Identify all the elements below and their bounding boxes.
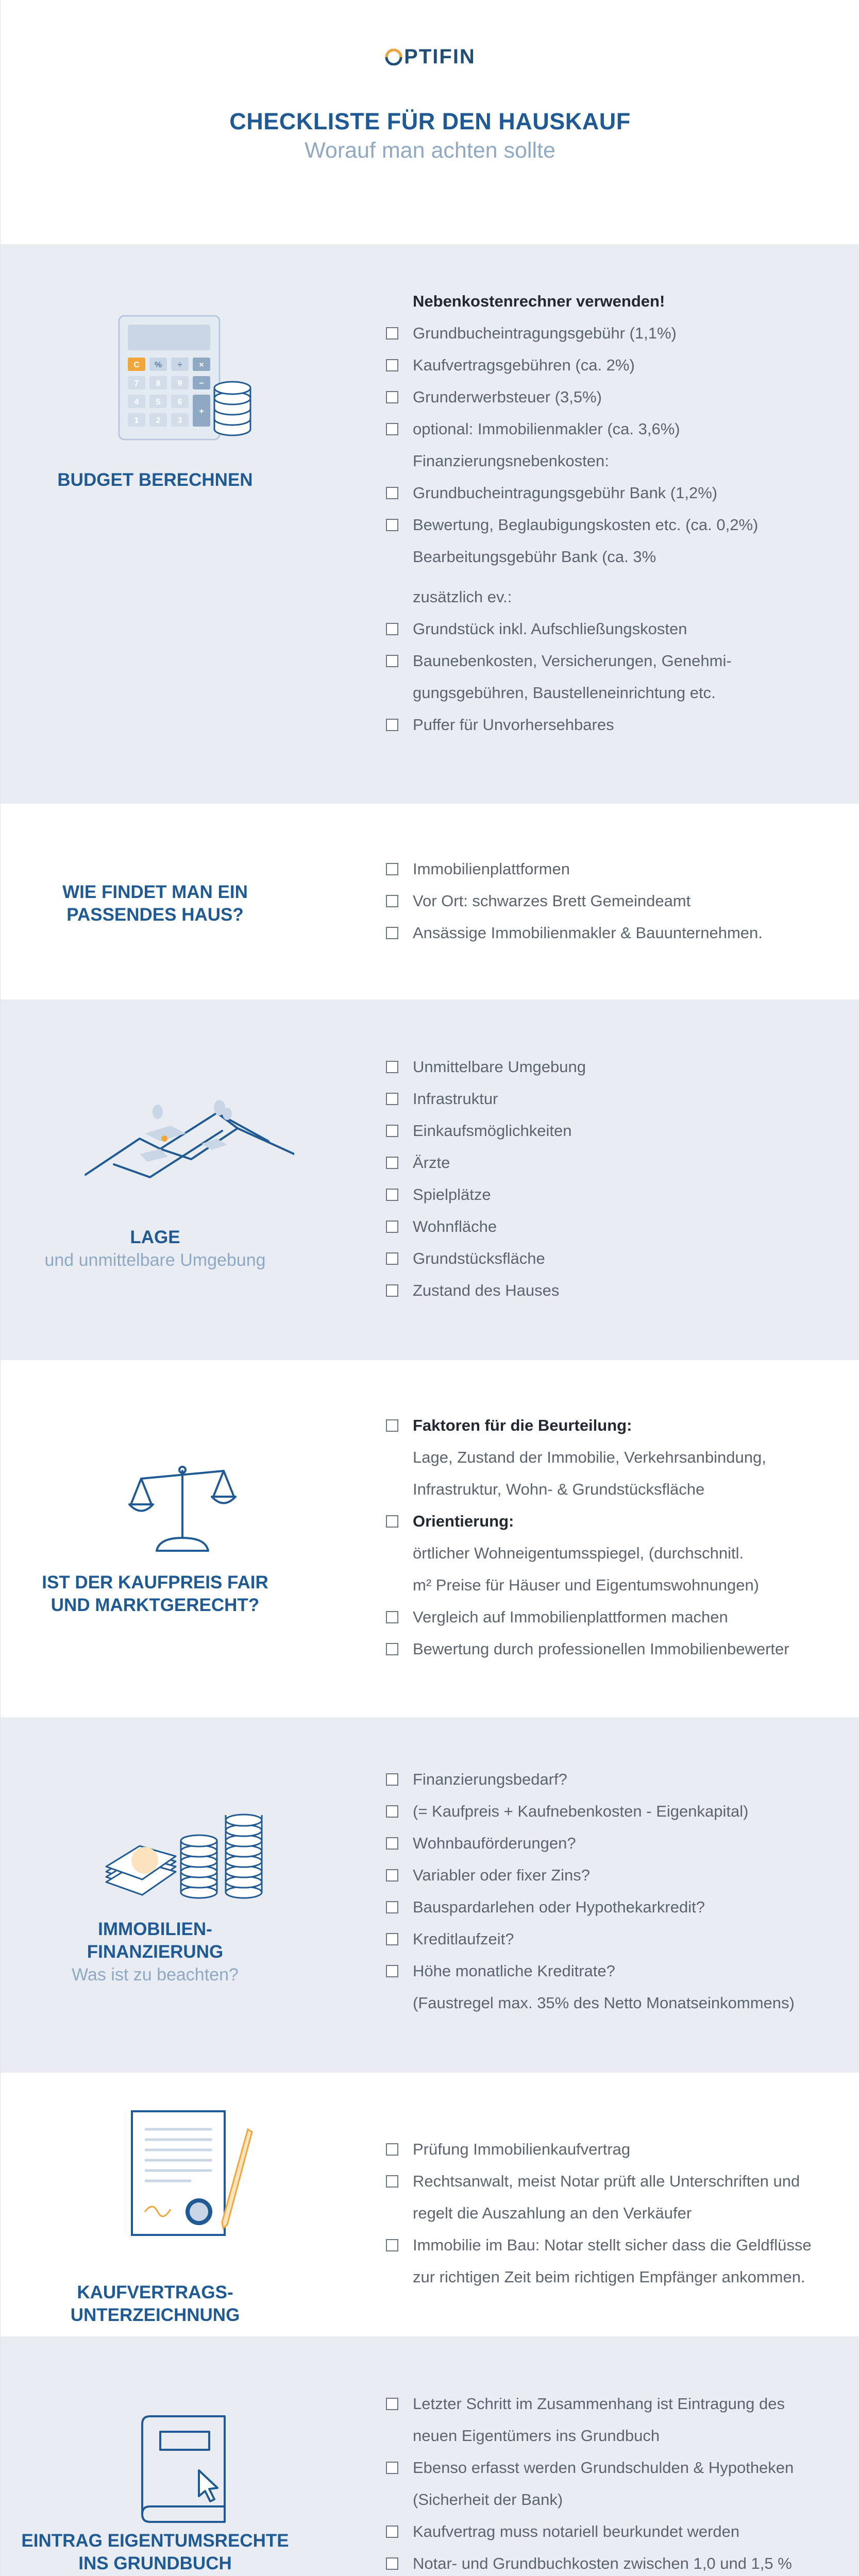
checklist-item <box>386 541 829 573</box>
checklist-item[interactable] <box>386 885 829 917</box>
checklist-item-label: regelt die Auszahlung an den Verkäufer <box>413 2204 692 2222</box>
checklist-item <box>386 2420 829 2452</box>
checkbox[interactable] <box>386 927 398 939</box>
logo-text: PTIFIN <box>404 45 476 68</box>
checkbox[interactable] <box>386 863 398 875</box>
svg-text:9: 9 <box>177 379 182 388</box>
checklist-item-label: Rechtsanwalt, meist Notar prüft alle Unterschriften und <box>413 2172 800 2190</box>
checklist-item-label: Lage, Zustand der Immobilie, Verkehrsanbindung, <box>413 1448 766 1466</box>
find-house-checklist <box>386 853 829 949</box>
section-registry <box>1 2336 859 2576</box>
checklist-item-label: Infrastruktur, Wohn- & Grundstücksfläche <box>413 1480 705 1498</box>
checkbox[interactable] <box>386 1515 398 1528</box>
checklist-item-label: Kaufvertrag muss notariell beurkundet werden <box>413 2522 740 2540</box>
checklist-item[interactable] <box>386 1147 829 1179</box>
header <box>1 0 859 244</box>
checklist-item-label: Prüfung Immobilienkaufvertrag <box>413 2140 631 2158</box>
svg-text:8: 8 <box>156 379 161 388</box>
checklist-item-label: Grunderwerbsteuer (3,5%) <box>413 388 602 406</box>
checklist-item-label: Vergleich auf Immobilienplattformen machen <box>413 1608 728 1626</box>
checkbox[interactable] <box>386 2526 398 2538</box>
checkbox[interactable] <box>386 1125 398 1137</box>
checklist-item[interactable] <box>386 1859 829 1891</box>
checkbox[interactable] <box>386 2398 398 2410</box>
checklist-item[interactable] <box>386 381 829 413</box>
checklist-item-label: Kaufvertragsgebühren (ca. 2%) <box>413 356 635 374</box>
svg-text:%: % <box>154 361 162 369</box>
svg-text:6: 6 <box>177 398 182 406</box>
checklist-item-label: Grundstücksfläche <box>413 1249 545 1267</box>
svg-text:2: 2 <box>156 416 161 425</box>
financing-title-block <box>1 1918 310 1986</box>
checklist-item[interactable] <box>386 2452 829 2484</box>
checklist-item-label: zur richtigen Zeit beim richtigen Empfänger ankommen. <box>413 2268 805 2286</box>
checklist-item-label: neuen Eigentümers ins Grundbuch <box>413 2427 660 2445</box>
checklist-item-label: Zustand des Hauses <box>413 1281 560 1299</box>
map-icon <box>83 1092 294 1180</box>
checkbox[interactable] <box>386 423 398 435</box>
page-title: CHECKLISTE FÜR DEN HAUSKAUF <box>229 108 631 134</box>
checklist-item-label: Ansässige Immobilienmakler & Bauunternehmen. <box>413 924 763 942</box>
section-contract <box>1 2073 859 2336</box>
checklist-item-label: Höhe monatliche Kreditrate? <box>413 1962 615 1980</box>
checklist-item-label: Spielplätze <box>413 1185 491 1204</box>
checklist-item[interactable] <box>386 853 829 885</box>
book-icon <box>137 2414 240 2527</box>
checklist-item[interactable] <box>386 613 829 645</box>
checklist-item-label: Finanzierungsnebenkosten: <box>413 452 609 470</box>
checklist-item-label: Bearbeitungsgebühr Bank (ca. 3% <box>413 548 656 566</box>
checklist-item-label: Bewertung durch professionellen Immobilienbewerter <box>413 1640 789 1658</box>
location-checklist <box>386 1051 829 1307</box>
checklist-item <box>386 1473 829 1505</box>
checklist-item-label: (= Kaufpreis + Kaufnebenkosten - Eigenkapital) <box>413 1802 749 1820</box>
section-subtitle: und unmittelbare Umgebung <box>44 1250 266 1270</box>
checklist-item-label: (Faustregel max. 35% des Netto Monatseinkommens) <box>413 1994 795 2012</box>
svg-text:1: 1 <box>134 416 139 425</box>
checklist-item-label: Bewertung, Beglaubigungskosten etc. (ca. 0,2%) <box>413 516 759 534</box>
scale-icon <box>128 1461 237 1553</box>
checklist-item-label: m² Preise für Häuser und Eigentumswohnungen) <box>413 1576 760 1594</box>
svg-text:7: 7 <box>134 379 139 388</box>
checklist-item[interactable] <box>386 1115 829 1147</box>
checklist-item-label: Nebenkostenrechner verwenden! <box>413 292 665 310</box>
checkbox[interactable] <box>386 1419 398 1432</box>
checklist-item-label: Unmittelbare Umgebung <box>413 1058 586 1076</box>
checkbox[interactable] <box>386 327 398 340</box>
section-title-line2: INS GRUNDBUCH <box>78 2553 232 2573</box>
checklist-item <box>386 581 829 613</box>
checklist-item-label: Wohnfläche <box>413 1217 497 1235</box>
checkbox[interactable] <box>386 655 398 667</box>
checklist-item-label: Immobilienplattformen <box>413 860 570 878</box>
section-location <box>1 999 859 1360</box>
svg-text:C: C <box>133 361 140 369</box>
budget-title-block <box>1 469 310 492</box>
checkbox[interactable] <box>386 623 398 635</box>
checklist-item-label: zusätzlich ev.: <box>413 588 512 606</box>
section-title: LAGE <box>130 1227 180 1247</box>
checklist-item-label: Variabler oder fixer Zins? <box>413 1866 591 1884</box>
checklist-item[interactable] <box>386 1633 829 1665</box>
checkbox[interactable] <box>386 1252 398 1265</box>
checklist-item-label: Wohnbauförderungen? <box>413 1834 576 1852</box>
checklist-item-label: Orientierung: <box>413 1512 514 1530</box>
checklist-item[interactable] <box>386 917 829 949</box>
checklist-item[interactable] <box>386 645 829 677</box>
checkbox[interactable] <box>386 1284 398 1297</box>
checkbox[interactable] <box>386 1965 398 1977</box>
checkbox[interactable] <box>386 391 398 403</box>
contract-checklist <box>386 2133 829 2293</box>
checklist-item-label: Letzter Schritt im Zusammenhang ist Eintragung des <box>413 2395 785 2413</box>
checklist-item[interactable] <box>386 1955 829 1987</box>
calculator-icon <box>116 313 258 442</box>
checkbox[interactable] <box>386 487 398 499</box>
checklist-item <box>386 1987 829 2019</box>
svg-text:3: 3 <box>177 416 182 425</box>
checklist-item <box>386 1569 829 1601</box>
checklist-item <box>386 2261 829 2293</box>
svg-text:+: + <box>199 407 204 416</box>
checkbox[interactable] <box>386 2239 398 2251</box>
checklist-item-label: gungsgebühren, Baustelleneinrichtung etc. <box>413 684 716 702</box>
budget-checklist <box>386 285 829 741</box>
location-title-block <box>1 1226 310 1272</box>
checklist-item[interactable] <box>386 1891 829 1923</box>
checkbox[interactable] <box>386 2143 398 2156</box>
svg-text:÷: ÷ <box>177 361 182 369</box>
checklist-item <box>386 1442 829 1473</box>
checklist-item[interactable] <box>386 2133 829 2165</box>
checklist-item-label: Bauspardarlehen oder Hypothekarkredit? <box>413 1898 705 1916</box>
checklist-item[interactable] <box>386 2388 829 2420</box>
section-title-line1: IMMOBILIEN- <box>98 1919 212 1939</box>
checklist-item <box>386 285 829 317</box>
checklist-item[interactable] <box>386 1795 829 1827</box>
checklist-item-label: Notar- und Grundbuchkosten zwischen 1,0 und 1,5 % <box>413 2554 792 2572</box>
checkbox[interactable] <box>386 1611 398 1623</box>
checklist-item-label: Faktoren für die Beurteilung: <box>413 1416 632 1434</box>
find-house-title-block <box>1 881 310 926</box>
checklist-item-label: Baunebenkosten, Versicherungen, Genehmi- <box>413 652 732 670</box>
registry-title-block <box>1 2530 310 2575</box>
section-budget <box>1 244 859 804</box>
section-title-line1: IST DER KAUFPREIS FAIR <box>42 1572 268 1592</box>
section-title-line2: FINANZIERUNG <box>87 1942 224 1962</box>
checklist-item-label: Finanzierungsbedarf? <box>413 1770 567 1788</box>
checkbox[interactable] <box>386 2462 398 2474</box>
price-checklist <box>386 1410 829 1665</box>
checklist-item-label: Ebenso erfasst werden Grundschulden & Hypotheken <box>413 2459 794 2477</box>
financing-checklist <box>386 1764 829 2019</box>
checklist-item-label: Einkaufsmöglichkeiten <box>413 1122 572 1140</box>
checkbox[interactable] <box>386 1869 398 1882</box>
checklist-item-label: Infrastruktur <box>413 1090 498 1108</box>
checkbox[interactable] <box>386 1773 398 1786</box>
checklist-item-label: Immobilie im Bau: Notar stellt sicher dass die Geldflüsse <box>413 2236 812 2254</box>
checklist-item-label: Puffer für Unvorhersehbares <box>413 716 614 734</box>
checklist-item-label: Kreditlaufzeit? <box>413 1930 514 1948</box>
svg-text:×: × <box>199 361 204 369</box>
svg-text:5: 5 <box>156 398 161 406</box>
checklist-item[interactable] <box>386 1923 829 1955</box>
svg-text:−: − <box>199 379 204 388</box>
checklist-item[interactable] <box>386 317 829 349</box>
checklist-item[interactable] <box>386 413 829 445</box>
checkbox[interactable] <box>386 1837 398 1850</box>
checkbox[interactable] <box>386 1933 398 1945</box>
checklist-item-label: Grundbucheintragungsgebühr (1,1%) <box>413 324 677 342</box>
section-title-line2: UNTERZEICHNUNG <box>70 2305 240 2325</box>
registry-checklist <box>386 2388 829 2576</box>
list-gap <box>386 573 829 581</box>
checklist-item-label: örtlicher Wohneigentumsspiegel, (durchschnitl. <box>413 1544 744 1562</box>
checklist-item-label: Grundstück inkl. Aufschließungskosten <box>413 620 687 638</box>
logo <box>1 45 859 69</box>
checklist-item[interactable] <box>386 509 829 541</box>
checkbox[interactable] <box>386 359 398 371</box>
checklist-item <box>386 2484 829 2516</box>
checklist-item <box>386 2197 829 2229</box>
section-subtitle: Was ist zu beachten? <box>72 1965 239 1985</box>
checklist-item[interactable] <box>386 1764 829 1795</box>
checklist-item-label: Grundbucheintragungsgebühr Bank (1,2%) <box>413 484 718 502</box>
checklist-item[interactable] <box>386 1211 829 1243</box>
checkbox[interactable] <box>386 2557 398 2570</box>
checklist-item[interactable] <box>386 1275 829 1307</box>
checklist-item-label: Vor Ort: schwarzes Brett Gemeindeamt <box>413 892 691 910</box>
section-title-line1: EINTRAG EIGENTUMSRECHTE <box>21 2531 289 2551</box>
checklist-item[interactable] <box>386 1179 829 1211</box>
section-title-line2: PASSENDES HAUS? <box>66 905 244 925</box>
section-title-line1: WIE FINDET MAN EIN <box>62 882 248 902</box>
checklist-item[interactable] <box>386 2516 829 2548</box>
checkbox[interactable] <box>386 519 398 531</box>
section-title-line1: KAUFVERTRAGS- <box>77 2282 233 2302</box>
checkbox[interactable] <box>386 1805 398 1818</box>
section-financing <box>1 1717 859 2073</box>
checklist-item <box>386 1537 829 1569</box>
checkbox[interactable] <box>386 1901 398 1913</box>
checkbox[interactable] <box>386 1189 398 1201</box>
checklist-item <box>386 445 829 477</box>
page-subtitle: Worauf man achten sollte <box>305 138 555 163</box>
checklist-item[interactable] <box>386 2548 829 2576</box>
checklist-item[interactable] <box>386 477 829 509</box>
section-find-house <box>1 804 859 999</box>
checkbox[interactable] <box>386 1157 398 1169</box>
checkbox[interactable] <box>386 895 398 907</box>
checklist-item-label: (Sicherheit der Bank) <box>413 2490 563 2509</box>
checklist-item[interactable] <box>386 2229 829 2261</box>
checklist-item[interactable] <box>386 2165 829 2197</box>
checklist-item[interactable] <box>386 1601 829 1633</box>
logo-mark-icon <box>384 47 403 65</box>
section-title: BUDGET BERECHNEN <box>57 470 253 490</box>
checklist-item[interactable] <box>386 1051 829 1083</box>
checklist-item[interactable] <box>386 1410 829 1442</box>
checklist-item-label: Ärzte <box>413 1154 450 1172</box>
price-title-block <box>1 1571 310 1617</box>
checkbox[interactable] <box>386 1061 398 1073</box>
coins-icon <box>104 1800 268 1903</box>
contract-icon <box>129 2109 253 2248</box>
contract-title-block <box>1 2281 310 2327</box>
checkbox[interactable] <box>386 2175 398 2188</box>
checklist-item[interactable] <box>386 1083 829 1115</box>
checklist-item <box>386 677 829 709</box>
checklist-item[interactable] <box>386 349 829 381</box>
checklist-item[interactable] <box>386 1827 829 1859</box>
checklist-item-label: optional: Immobilienmakler (ca. 3,6%) <box>413 420 680 438</box>
svg-text:4: 4 <box>134 398 139 406</box>
checklist-item[interactable] <box>386 1243 829 1275</box>
section-price <box>1 1360 859 1717</box>
checkbox[interactable] <box>386 1221 398 1233</box>
section-title-line2: UND MARKTGERECHT? <box>50 1595 260 1615</box>
checklist-item[interactable] <box>386 1505 829 1537</box>
checkbox[interactable] <box>386 719 398 731</box>
checklist-item[interactable] <box>386 709 829 741</box>
checkbox[interactable] <box>386 1643 398 1655</box>
checkbox[interactable] <box>386 1093 398 1105</box>
